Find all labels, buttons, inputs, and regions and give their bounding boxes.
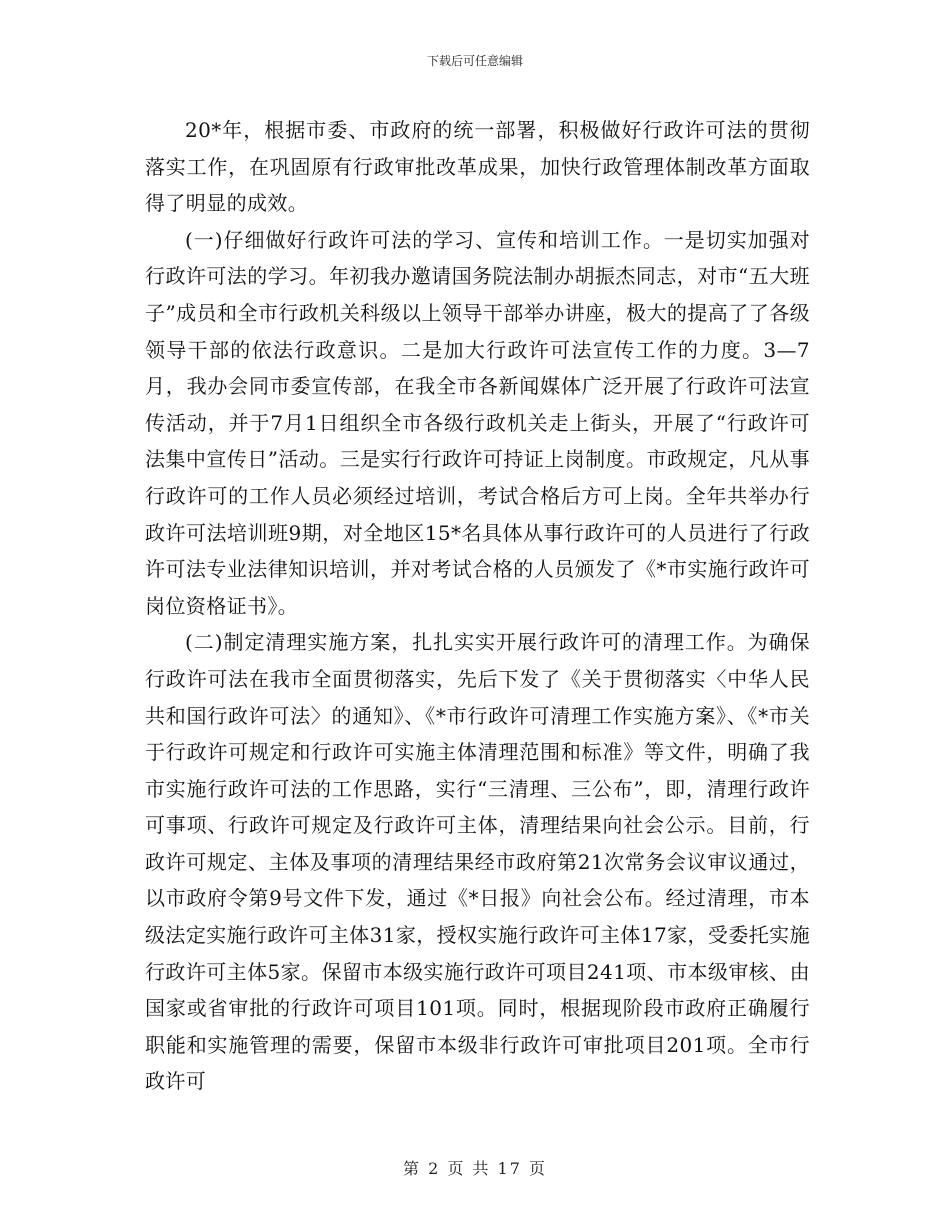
page-number-footer: 第 2 页 共 17 页 (403, 1159, 547, 1178)
paragraph-section-one: (一)仔细做好行政许可法的学习、宣传和培训工作。一是切实加强对行政许可法的学习。年初我办邀请国务院法制办胡振杰同志，对市“五大班子”成员和全市行政机关科级以上领导干部举办讲座，极大的提高了了各级领导干部的依法行政意识。二是加大行政许可法宣传工作的力度。3—7月，我办会同市委宣传部，在我全市各新闻媒体广泛开展了行政许可法宣传活动，并于7月1日组织全市各级行政机关走上街头，开展了“行政许可法集中宣传日”活动。三是实行行政许可持证上岗制度。市政规定，凡从事行政许可的工作人员必须经过培训，考试合格后方可上岗。全年共举办行政许可法培训班9期，对全地区15*名具体从事行政许可的人员进行了行政许可法专业法律知识培训，并对考试合格的人员颁发了《*市实施行政许可岗位资格证书》。 (145, 227, 810, 618)
paragraph-section-two: (二)制定清理实施方案，扎扎实实开展行政许可的清理工作。为确保行政许可法在我市全面贯彻落实，先后下发了《关于贯彻落实〈中华人民共和国行政许可法〉的通知》、《*市行政许可清理工作实施方案》、《*市关于行政许可规定和行政许可实施主体清理范围和标准》等文件，明确了我市实施行政许可法的工作思路，实行“三清理、三公布”，即，清理行政许可事项、行政许可规定及行政许可主体，清理结果向社会公示。目前，行政许可规定、主体及事项的清理结果经市政府第21次常务会议审议通过，以市政府令第9号文件下发，通过《*日报》向社会公布。经过清理，市本级法定实施行政许可主体31家，授权实施行政许可主体17家，受委托实施行政许可主体5家。保留市本级实施行政许可项目241项、市本级审核、由国家或省审批的行政许可项目101项。同时，根据现阶段市政府正确履行职能和实施管理的需要，保留市本级非行政许可审批项目201项。全市行政许可 (145, 630, 810, 1094)
page-header-note: 下载后可任意编辑 (426, 54, 523, 68)
document-body (145, 112, 810, 1100)
paragraph-intro: 20*年，根据市委、市政府的统一部署，积极做好行政许可法的贯彻落实工作，在巩固原有行政审批改革成果，加快行政管理体制改革方面取得了明显的成效。 (145, 118, 810, 216)
